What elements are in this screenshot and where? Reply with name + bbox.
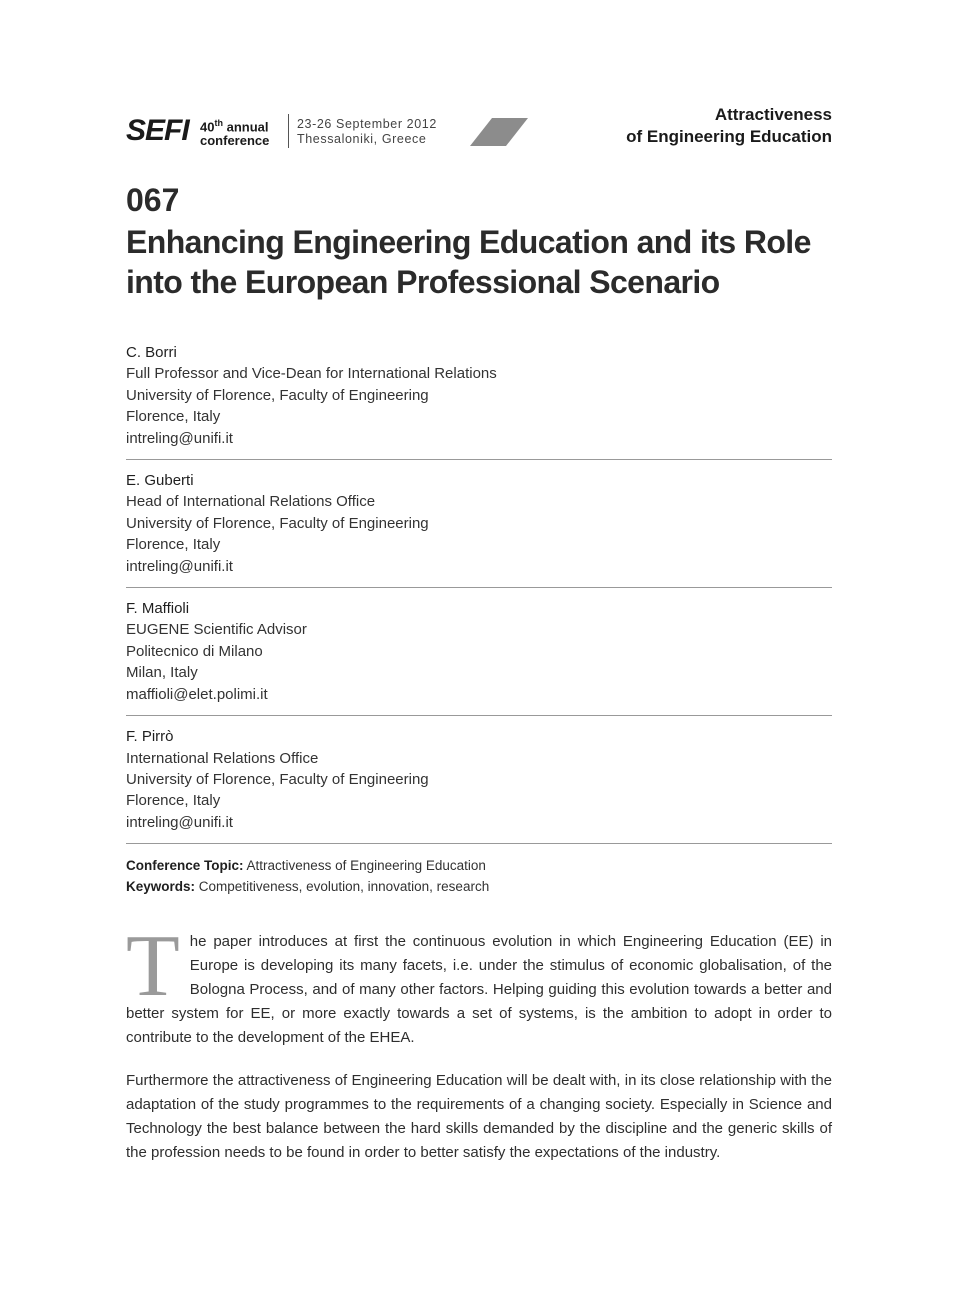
conference-ordinal: th	[214, 118, 223, 128]
conference-label	[200, 116, 269, 148]
conference-number: 40	[200, 119, 215, 135]
author-email: intreling@unifi.it	[126, 813, 233, 831]
conference-dates	[297, 117, 437, 147]
abstract-text-1: he paper introduces at first the continuous evolution in which Engineering Education (EE) in Europe is developing its many facets, i.e. under the stimulus of economic globalisation, of the Bologna Process, and of many other factors. Helping guiding this evolution towards a better and better system for EE, or more exactly towards a set of systems, is the ambition to adopt in order to contribute to the development of the EHEA.	[126, 933, 832, 1046]
author-role: Head of International Relations Office	[126, 493, 376, 511]
author-email: intreling@unifi.it	[126, 429, 233, 447]
author-name: F. Maffioli	[126, 600, 190, 618]
author-name: C. Borri	[126, 344, 177, 361]
conference-topic-line	[126, 855, 832, 876]
author-role: International Relations Office	[126, 749, 319, 767]
page-header	[126, 100, 832, 160]
abstract-paragraph-1	[126, 918, 832, 1050]
conference-date-range: 23-26 September 2012	[297, 117, 437, 131]
author-name: F. Pirrò	[126, 728, 174, 746]
keywords-label: Keywords:	[126, 879, 196, 894]
conference-topic-label: Conference Topic:	[126, 858, 244, 873]
author-location: Florence, Italy	[126, 792, 221, 810]
paper-meta	[126, 855, 832, 897]
author-name: E. Guberti	[126, 472, 194, 490]
conference-location: Thessaloniki, Greece	[297, 132, 427, 146]
author-block	[126, 726, 832, 844]
author-block	[126, 598, 832, 716]
paper-title-line1: Enhancing Engineering Education and its Role	[126, 224, 811, 260]
author-institution: Politecnico di Milano	[126, 642, 263, 660]
conference-word-conference: conference	[200, 133, 270, 149]
keywords-line	[126, 876, 832, 897]
paper-number: 067	[126, 182, 180, 218]
author-block	[126, 342, 832, 460]
sefi-logo	[126, 114, 189, 148]
paper-title	[126, 222, 832, 302]
sefi-logo-text: SEFI	[126, 114, 189, 147]
drop-cap: T	[126, 918, 180, 1015]
author-institution: University of Florence, Faculty of Engineering	[126, 386, 429, 404]
author-role: Full Professor and Vice-Dean for International Relations	[126, 365, 497, 383]
topic-heading	[626, 104, 832, 148]
author-block	[126, 470, 832, 588]
author-email: maffioli@elet.polimi.it	[126, 685, 268, 703]
keywords-value: Competitiveness, evolution, innovation, research	[198, 879, 490, 894]
author-role: EUGENE Scientific Advisor	[126, 621, 307, 639]
author-location: Florence, Italy	[126, 408, 221, 426]
abstract-paragraph-2: Furthermore the attractiveness of Engineering Education will be dealt with, in its close relationship with the adaptation of the study programmes to the requirements of a changing society. Especially in Science and Technology the best balance between the hard skills demanded by the discipline and the generic skills of the profession needs to be found in order to better satisfy the expectations of the industry.	[126, 1072, 832, 1161]
author-location: Florence, Italy	[126, 536, 221, 554]
decorative-parallelogram-icon	[470, 118, 528, 146]
conference-topic-value: Attractiveness of Engineering Education	[246, 858, 486, 873]
author-location: Milan, Italy	[126, 664, 198, 682]
author-institution: University of Florence, Faculty of Engineering	[126, 514, 429, 532]
author-institution: University of Florence, Faculty of Engineering	[126, 770, 429, 788]
author-email: intreling@unifi.it	[126, 557, 233, 575]
topic-heading-line1: Attractiveness	[714, 105, 832, 124]
author-list	[126, 342, 832, 854]
topic-heading-line2: of Engineering Education	[626, 127, 832, 146]
conference-word-annual: annual	[226, 119, 269, 135]
header-divider	[288, 114, 289, 148]
paper-title-line2: into the European Professional Scenario	[126, 264, 720, 300]
